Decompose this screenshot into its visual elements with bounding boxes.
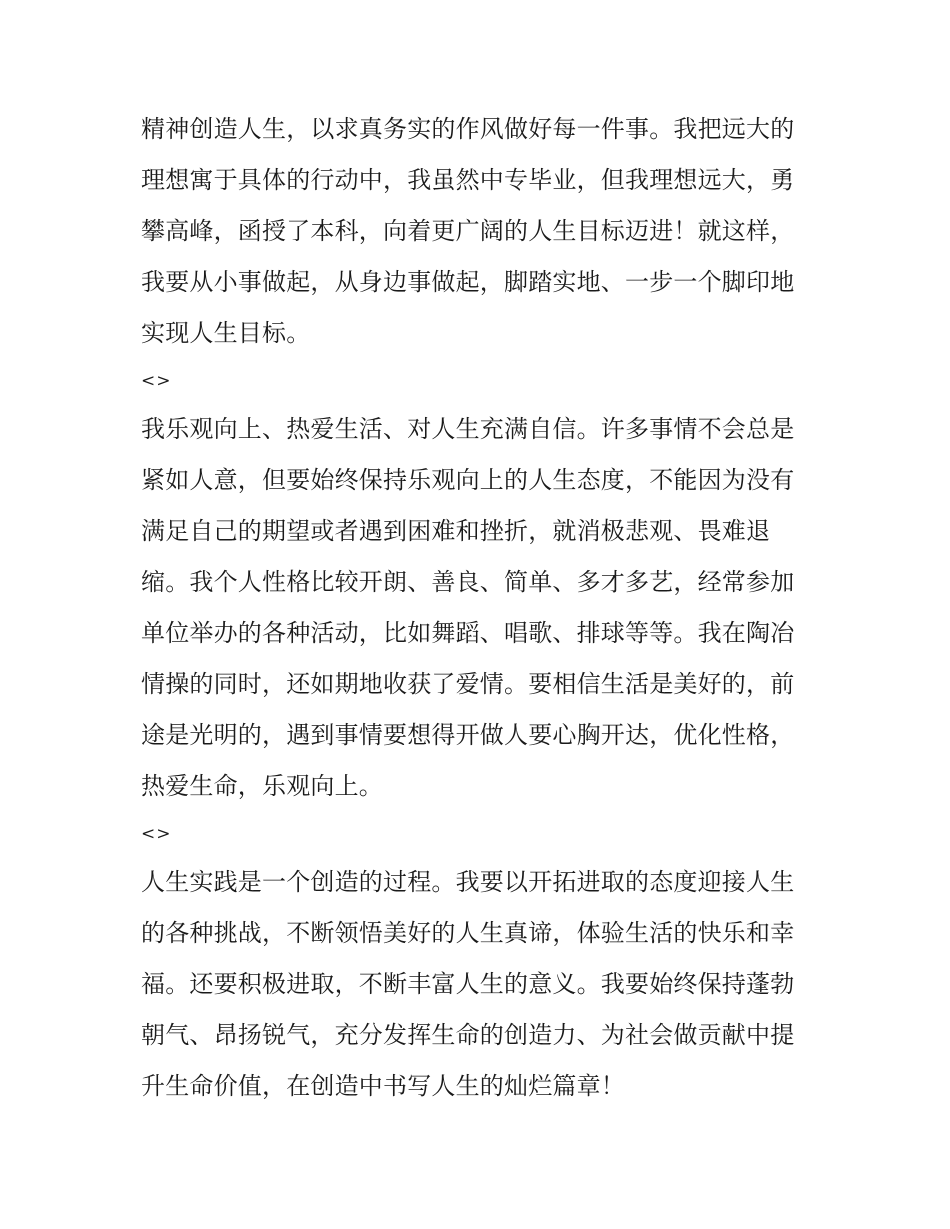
paragraph-line: 缩。我个人性格比较开朗、善良、简单、多才多艺，经常参加 [141,568,795,596]
paragraph-line: 情操的同时，还如期地收获了爱情。要相信生活是美好的，前 [141,670,795,698]
paragraph-line: 紧如人意，但要始终保持乐观向上的人生态度，不能因为没有 [141,466,795,494]
paragraph-line: 实现人生目标。 [141,319,311,347]
paragraph-line: 我要从小事做起，从身边事做起，脚踏实地、一步一个脚印地 [141,268,795,296]
paragraph-line: 热爱生命，乐观向上。 [141,772,383,800]
paragraph-line: 升生命价值，在创造中书写人生的灿烂篇章！ [141,1072,625,1100]
paragraph-line: 途是光明的，遇到事情要想得开做人要心胸开达，优化性格， [141,721,795,749]
paragraph-2 [141,404,821,812]
paragraph-line: 的各种挑战，不断领悟美好的人生真谛，体验生活的快乐和幸 [141,919,795,947]
paragraph-line: 福。还要积极进取，不断丰富人生的意义。我要始终保持蓬勃 [141,970,795,998]
paragraph-line: 我乐观向上、热爱生活、对人生充满自信。许多事情不会总是 [141,415,795,443]
paragraph-3 [141,857,821,1112]
paragraph-line: 攀高峰，函授了本科，向着更广阔的人生目标迈进！就这样， [141,217,795,245]
paragraph-line: 理想寓于具体的行动中，我虽然中专毕业，但我理想远大，勇 [141,166,795,194]
paragraph-line: 精神创造人生，以求真务实的作风做好每一件事。我把远大的 [141,115,795,143]
paragraph-line: 朝气、昂扬锐气，充分发挥生命的创造力、为社会做贡献中提 [141,1021,795,1049]
paragraph-line: 单位举办的各种活动，比如舞蹈、唱歌、排球等等。我在陶冶 [141,619,795,647]
document-body [141,104,821,1112]
section-separator: <> [141,824,172,844]
paragraph-line: 人生实践是一个创造的过程。我要以开拓进取的态度迎接人生 [141,868,795,896]
paragraph-1 [141,104,821,359]
section-separator: <> [141,371,172,391]
paragraph-line: 满足自己的期望或者遇到困难和挫折，就消极悲观、畏难退 [141,517,771,545]
